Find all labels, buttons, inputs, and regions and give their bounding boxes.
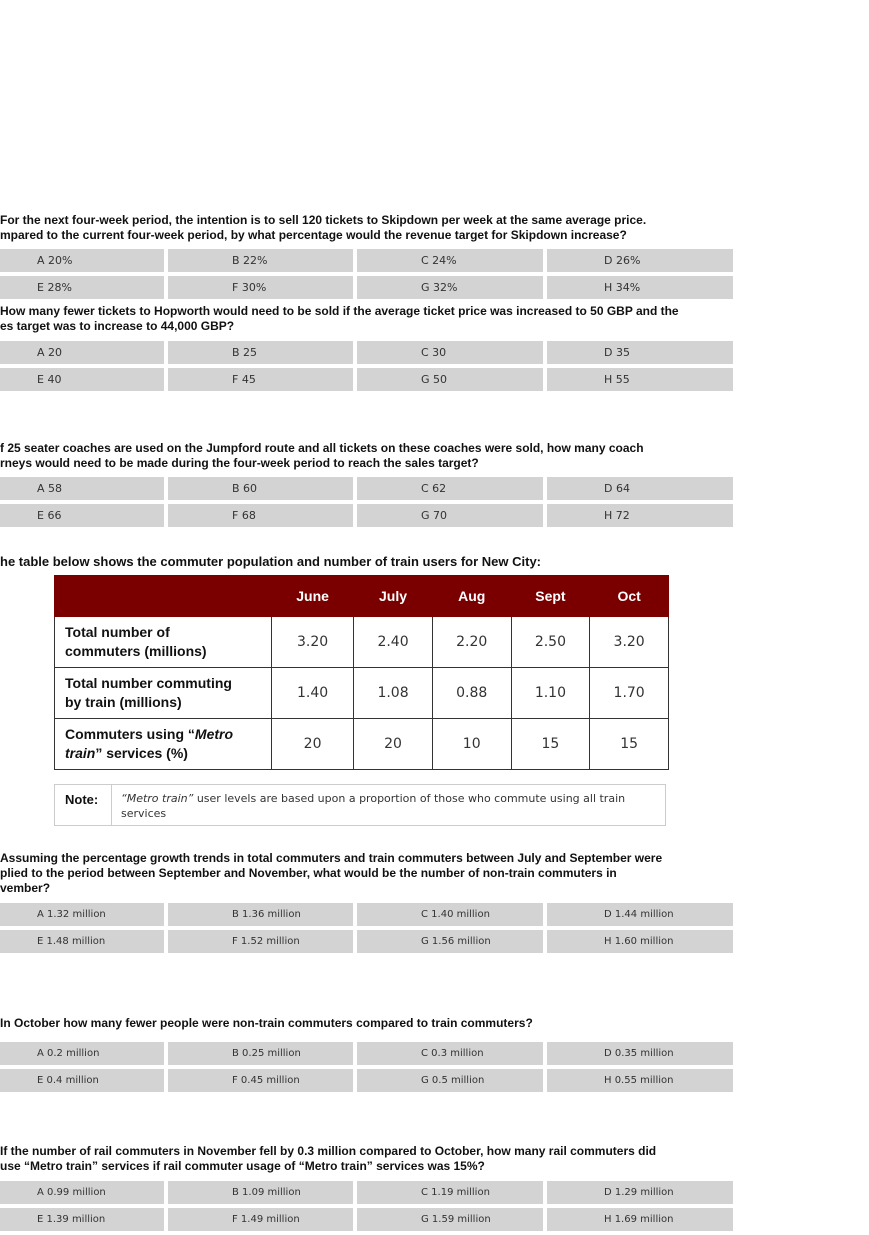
option-c[interactable]: C 1.40 million <box>357 903 543 926</box>
option-c[interactable]: C 0.3 million <box>357 1042 543 1065</box>
table-cell: 20 <box>354 719 433 770</box>
question-line: If the number of rail commuters in November fell by 0.3 million compared to October, how many rail commuters did <box>0 1144 657 1158</box>
table-row <box>55 719 669 770</box>
option-a[interactable]: A 1.32 million <box>0 903 164 926</box>
option-h[interactable]: H 34% <box>547 276 733 299</box>
question-line: In October how many fewer people were non-train commuters compared to train commuters? <box>0 1016 533 1030</box>
option-b[interactable]: B 25 <box>168 341 353 364</box>
table-cell: 10 <box>432 719 511 770</box>
option-h[interactable]: H 55 <box>547 368 733 391</box>
question-line: For the next four-week period, the intention is to sell 120 tickets to Skipdown per week at the same average price. <box>0 213 647 227</box>
question-3-options <box>0 477 736 531</box>
question-line: mpared to the current four-week period, by what percentage would the revenue target for Skipdown increase? <box>0 228 627 242</box>
question-6-options <box>0 1181 736 1235</box>
option-f[interactable]: F 30% <box>168 276 353 299</box>
option-a[interactable]: A 0.2 million <box>0 1042 164 1065</box>
option-b[interactable]: B 0.25 million <box>168 1042 353 1065</box>
question-line: plied to the period between September and November, what would be the number of non-train commuters in <box>0 866 617 880</box>
table-note <box>54 784 666 826</box>
question-6-text <box>0 1144 740 1174</box>
question-line: use “Metro train” services if rail commuter usage of “Metro train” services was 15%? <box>0 1159 485 1173</box>
header-cell: June <box>272 576 354 617</box>
table-row <box>55 668 669 719</box>
question-line: Assuming the percentage growth trends in total commuters and train commuters between July and September were <box>0 851 663 865</box>
header-cell: Sept <box>511 576 590 617</box>
table-cell: 3.20 <box>272 617 354 668</box>
option-d[interactable]: D 26% <box>547 249 733 272</box>
table-cell: 2.50 <box>511 617 590 668</box>
option-h[interactable]: H 1.69 million <box>547 1208 733 1231</box>
option-a[interactable]: A 58 <box>0 477 164 500</box>
table-row <box>55 617 669 668</box>
question-2-options <box>0 341 736 395</box>
commuter-table <box>54 575 669 770</box>
option-b[interactable]: B 1.36 million <box>168 903 353 926</box>
option-g[interactable]: G 70 <box>357 504 543 527</box>
option-c[interactable]: C 1.19 million <box>357 1181 543 1204</box>
row-label: Total number commuting by train (millions) <box>55 668 272 719</box>
header-cell: July <box>354 576 433 617</box>
table-cell: 1.10 <box>511 668 590 719</box>
option-d[interactable]: D 35 <box>547 341 733 364</box>
row-label: Total number of commuters (millions) <box>55 617 272 668</box>
option-a[interactable]: A 0.99 million <box>0 1181 164 1204</box>
question-line: vember? <box>0 881 51 895</box>
table-cell: 1.08 <box>354 668 433 719</box>
table-cell: 20 <box>272 719 354 770</box>
table-intro: he table below shows the commuter population and number of train users for New City: <box>0 554 542 569</box>
question-1-text <box>0 213 740 243</box>
table-cell: 2.40 <box>354 617 433 668</box>
note-text: “Metro train” user levels are based upon a proportion of those who commute using all train services <box>121 792 626 820</box>
option-f[interactable]: F 1.52 million <box>168 930 353 953</box>
table-header-row <box>55 576 669 617</box>
question-line: How many fewer tickets to Hopworth would need to be sold if the average ticket price was increased to 50 GBP and the <box>0 304 679 318</box>
option-c[interactable]: C 30 <box>357 341 543 364</box>
option-d[interactable]: D 1.29 million <box>547 1181 733 1204</box>
question-4-text <box>0 851 740 896</box>
option-c[interactable]: C 24% <box>357 249 543 272</box>
question-line: es target was to increase to 44,000 GBP? <box>0 319 235 333</box>
option-g[interactable]: G 32% <box>357 276 543 299</box>
option-e[interactable]: E 0.4 million <box>0 1069 164 1092</box>
table-cell: 1.70 <box>590 668 669 719</box>
option-g[interactable]: G 0.5 million <box>357 1069 543 1092</box>
option-b[interactable]: B 60 <box>168 477 353 500</box>
option-e[interactable]: E 28% <box>0 276 164 299</box>
option-e[interactable]: E 66 <box>0 504 164 527</box>
note-label: Note: <box>55 785 112 825</box>
header-cell <box>55 576 272 617</box>
option-h[interactable]: H 0.55 million <box>547 1069 733 1092</box>
option-d[interactable]: D 64 <box>547 477 733 500</box>
option-h[interactable]: H 1.60 million <box>547 930 733 953</box>
table-cell: 15 <box>511 719 590 770</box>
option-b[interactable]: B 1.09 million <box>168 1181 353 1204</box>
option-f[interactable]: F 1.49 million <box>168 1208 353 1231</box>
option-a[interactable]: A 20% <box>0 249 164 272</box>
option-d[interactable]: D 0.35 million <box>547 1042 733 1065</box>
header-cell: Oct <box>590 576 669 617</box>
option-g[interactable]: G 50 <box>357 368 543 391</box>
option-h[interactable]: H 72 <box>547 504 733 527</box>
option-e[interactable]: E 1.39 million <box>0 1208 164 1231</box>
row-label: Commuters using “Metro train” services (%) <box>55 719 272 770</box>
table-cell: 2.20 <box>432 617 511 668</box>
option-e[interactable]: E 1.48 million <box>0 930 164 953</box>
table-cell: 3.20 <box>590 617 669 668</box>
option-a[interactable]: A 20 <box>0 341 164 364</box>
option-e[interactable]: E 40 <box>0 368 164 391</box>
question-5-text <box>0 1016 740 1031</box>
option-f[interactable]: F 68 <box>168 504 353 527</box>
question-5-options <box>0 1042 736 1096</box>
table-cell: 1.40 <box>272 668 354 719</box>
option-d[interactable]: D 1.44 million <box>547 903 733 926</box>
option-c[interactable]: C 62 <box>357 477 543 500</box>
header-cell: Aug <box>432 576 511 617</box>
table-cell: 0.88 <box>432 668 511 719</box>
option-f[interactable]: F 45 <box>168 368 353 391</box>
table-cell: 15 <box>590 719 669 770</box>
option-g[interactable]: G 1.59 million <box>357 1208 543 1231</box>
option-f[interactable]: F 0.45 million <box>168 1069 353 1092</box>
question-2-text <box>0 304 740 334</box>
question-4-options <box>0 903 736 957</box>
question-1-options <box>0 249 736 303</box>
question-3-text <box>0 441 740 471</box>
option-b[interactable]: B 22% <box>168 249 353 272</box>
question-line: f 25 seater coaches are used on the Jumpford route and all tickets on these coaches were sold, how many coach <box>0 441 644 455</box>
question-line: rneys would need to be made during the four-week period to reach the sales target? <box>0 456 479 470</box>
option-g[interactable]: G 1.56 million <box>357 930 543 953</box>
